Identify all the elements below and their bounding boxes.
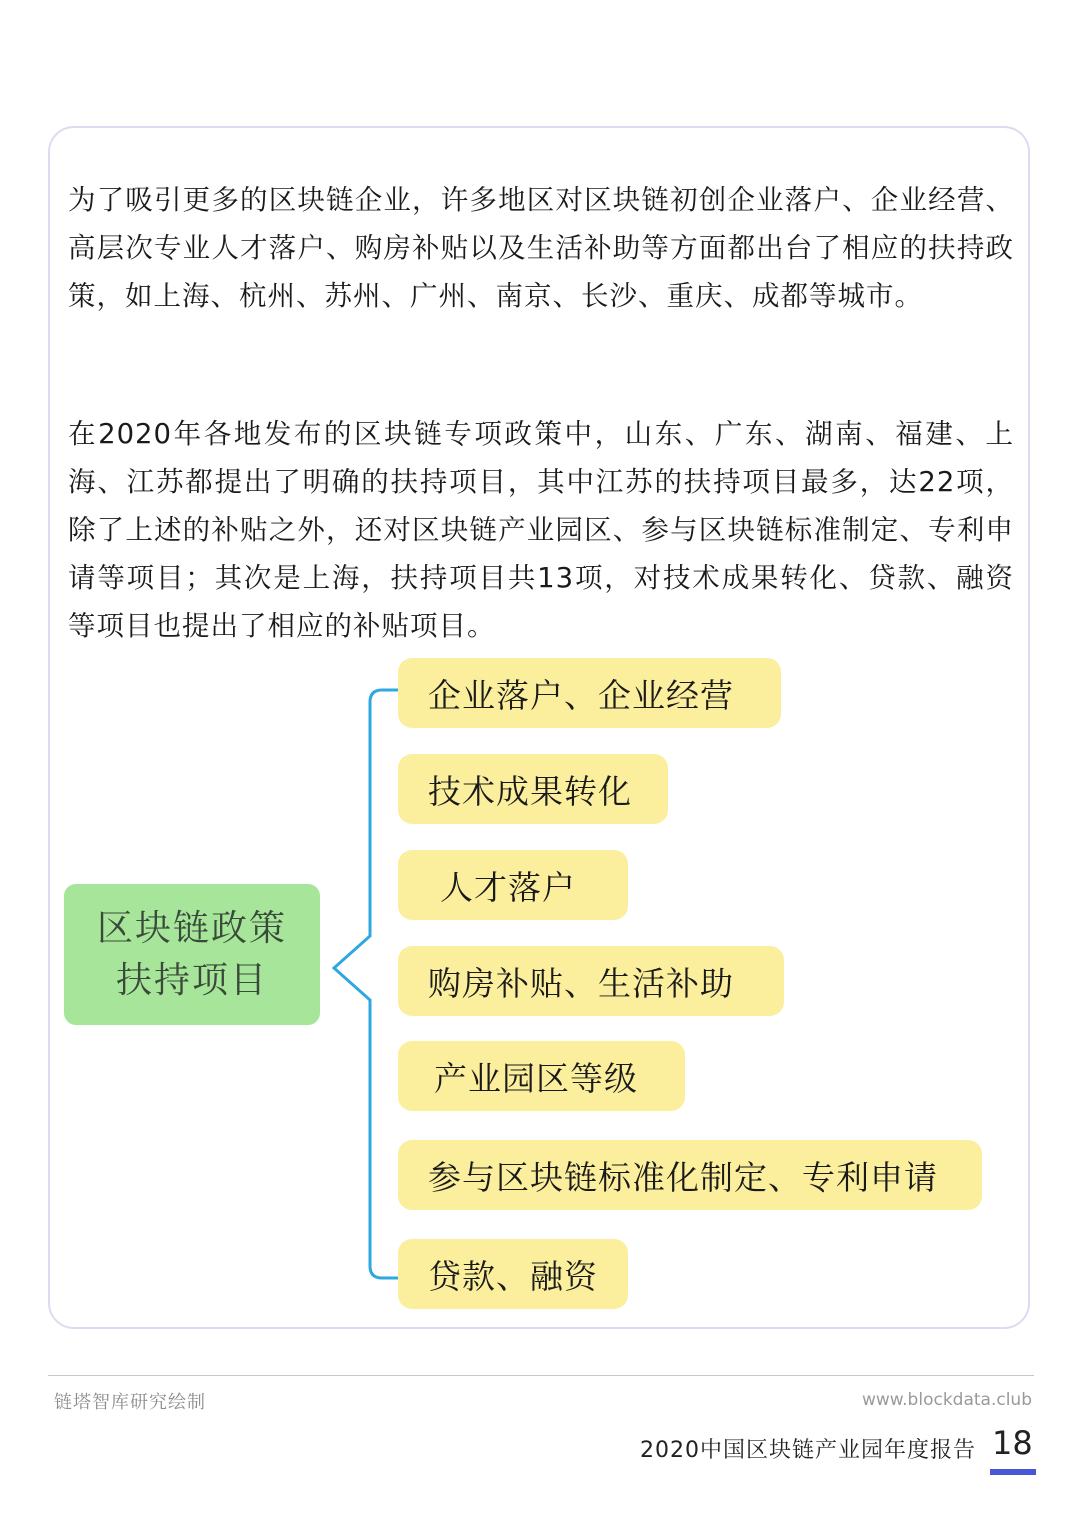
diagram-item: 购房补贴、生活补助 [398, 946, 784, 1016]
bracket-line [334, 690, 398, 1278]
body-paragraph-1: 为了吸引更多的区块链企业，许多地区对区块链初创企业落户、企业经营、高层次专业人才落户、购房补贴以及生活补助等方面都出台了相应的扶持政策，如上海、杭州、苏州、广州、南京、长沙、重庆、成都等城市。 [68, 184, 1014, 312]
page-number: 18 [992, 1424, 1033, 1462]
diagram-item: 贷款、融资 [398, 1239, 628, 1309]
diagram-item: 产业园区等级 [398, 1041, 685, 1111]
footer-divider [48, 1375, 1034, 1376]
root-node-line-2: 扶持项目 [115, 959, 268, 1001]
diagram-root-node [64, 884, 320, 1025]
diagram-item: 参与区块链标准化制定、专利申请 [398, 1140, 982, 1210]
diagram-item: 企业落户、企业经营 [398, 658, 781, 728]
footer-website: www.blockdata.club [862, 1390, 1032, 1410]
diagram-item: 技术成果转化 [398, 754, 668, 824]
diagram-item: 人才落户 [398, 850, 628, 920]
footer-report-title: 2020中国区块链产业园年度报告 [640, 1438, 976, 1463]
body-paragraph-2: 在2020年各地发布的区块链专项政策中，山东、广东、湖南、福建、上海、江苏都提出了明确的扶持项目，其中江苏的扶持项目最多，达22项，除了上述的补贴之外，还对区块链产业园区、参与区块链标准制定、专利申请等项目；其次是上海，扶持项目共13项，对技术成果转化、贷款、融资等项目也提出了相应的补贴项目。 [68, 418, 1014, 642]
footer-credit: 链塔智库研究绘制 [54, 1392, 206, 1413]
root-node-line-1: 区块链政策 [96, 907, 287, 949]
page-number-underline [990, 1469, 1036, 1475]
